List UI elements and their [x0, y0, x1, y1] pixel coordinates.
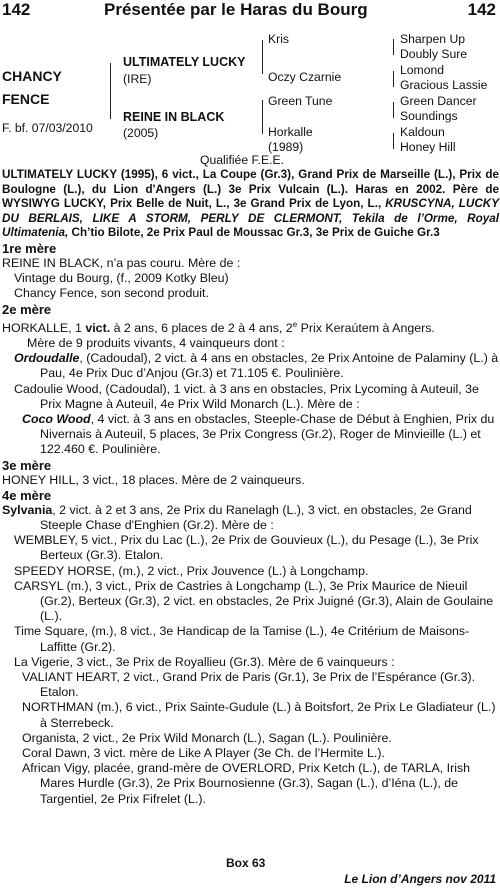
dam-dam: Horkalle [268, 125, 313, 139]
sire-name: ULTIMATELY LUCKY [123, 55, 246, 69]
second-dam-line: HORKALLE, 1 vict. à 2 ans, 6 places de 2 à 4 ans, 2e Prix Keraútem à Angers. [2, 319, 435, 335]
produce-vintage: Vintage du Bourg, (f., 2009 Kotky Bleu) [14, 271, 229, 286]
produce-northman: NORTHMAN (m.), 6 vict., Prix Sainte-Gudule (L.) à Boitsfort, 2e Prix Le Gladiateur (L.) à Sterrebeck. [22, 700, 496, 730]
produce-african-vigy: African Vigy, placée, grand-mère de OVERLORD, Prix Ketch (L.), de TARLA, Irish Mares Hurdle (Gr.3), 2e Prix Bournosienne (Gr.3), Sagan (L.), d’Iéna (L.), de Targentiel, 2e Prix Fifrelet (L.). [22, 761, 471, 806]
box-number: Box 63 [226, 856, 266, 870]
gp-sire-sire: Sharpen Up [400, 32, 466, 46]
section-first-dam: 1re mère [2, 240, 57, 256]
produce-time-square: Time Square, (m.), 8 vict., 3e Handicap de la Tamise (L.), 4e Critérium de Maisons-Laffitte (Gr.2). [14, 624, 470, 654]
lot-number-left: 142 [2, 0, 31, 19]
fourth-dam-line: Sylvania, 2 vict. à 2 et 3 ans, 2e Prix du Ranelagh (L.), 3 vict. en obstacles, 2e Grand Steeple Chase d'Enghien (Gr.2). Mère de : [2, 502, 472, 532]
event-name: Le Lion d’Angers nov 2011 [344, 872, 496, 886]
catalogue-body [2, 168, 499, 807]
gp-dam-sire: Lomond [400, 63, 445, 77]
produce-coral-dawn: Coral Dawn, 3 vict. mère de Like A Player (3e Ch. de l’Hermite L.). [22, 745, 385, 760]
page-title: Présentée par le Haras du Bourg [104, 0, 368, 19]
horse-birth: F. bf. 07/03/2010 [2, 121, 93, 135]
sire-paragraph: ULTIMATELY LUCKY (1995), 6 vict., La Coupe (Gr.3), Grand Prix de Marseille (L.), Prix de Boulogne (L.), du Lion d'Angers (L.) 3e Prix Vulcain (L.). Haras en 2002. Père de WYSIWYG LUCKY, Prix Belle de Nuit, L., 3e Grand Prix de Lyon, L., KRUSCYNA, LUCKY DU BERLAIS, LIKE A STORM, PERLY DE CLERMONT, Tekila de l’Orme, Royal Ultimatenia, Ch’tio Bilote, 2e Prix Paul de Moussac Gr.3, 3e Prix de Guiche Gr.3 [2, 168, 500, 240]
produce-ordoudalle: Ordoudalle, (Cadoudal), 2 vict. à 4 ans en obstacles, 2e Prix Antoine de Palaminy (L.) à Pau, 4e Prix Duc d’Anjou (Gr.3) et 71.105 €. Poulinière. [14, 351, 499, 381]
produce-valiant-heart: VALIANT HEART, 2 vict., Grand Prix de Paris (Gr.1), 3e Prix de l’Espérance (Gr.3). Etalon. [22, 669, 476, 700]
gp-dsire-dam: Soundings [400, 109, 458, 123]
gp-dsire-sire: Green Dancer [400, 94, 477, 108]
section-second-dam: 2e mère [2, 301, 52, 317]
dam-dam-year: (1989) [268, 140, 304, 154]
produce-la-vigerie: La Vigerie, 3 vict., 3e Prix de Royallieu (Gr.3). Mère de 6 vainqueurs : [14, 654, 395, 669]
produce-wembley: WEMBLEY, 5 vict., Prix du Lac (L.), 2e Prix de Gouvieux (L.), du Pesage (L.), 3e Prix Berteux (Gr.3). Etalon. [14, 533, 479, 563]
produce-carsyl: CARSYL (m.), 3 vict., Prix de Castries à Longchamp (L.), 3e Prix Maurice de Nieuil (Gr.2), Berteux (Gr.3), 2 vict. en obstacles, 2e Prix Juigné (Gr.3), Alain de Goulaine (L.). [14, 578, 494, 624]
produce-cadoulie: Cadoulie Wood, (Cadoudal), 1 vict. à 3 ans en obstacles, Prix Lycoming à Auteuil, 3e Prix Magne à Auteuil, 4e Prix Wild Monarch (L.). Mère de : [14, 381, 479, 411]
sire-dam: Oczy Czarnie [268, 70, 342, 84]
section-fourth-dam: 4e mère [2, 487, 52, 503]
first-dam-line: REINE IN BLACK, n’a pas couru. Mère de : [2, 255, 241, 270]
section-third-dam: 3e mère [2, 457, 52, 473]
dam-year: (2005) [123, 126, 159, 140]
gp-ddam-dam: Honey Hill [400, 140, 456, 154]
gp-dam-dam: Gracious Lassie [400, 78, 488, 92]
horse-name-line1: CHANCY [2, 68, 62, 84]
lot-number-right: 142 [467, 0, 496, 19]
gp-ddam-sire: Kaldoun [400, 125, 445, 139]
sire-sire: Kris [268, 32, 289, 46]
produce-organista: Organista, 2 vict., 2e Prix Wild Monarch (L.), Sagan (L.). Poulinière. [22, 730, 392, 745]
dam-sire: Green Tune [268, 94, 333, 108]
produce-coco-wood: Coco Wood, 4 vict. à 3 ans en obstacles, Steeple-Chase de Début à Enghien, Prix du Nivernais à Auteuil, 5 places, 3e Prix Congress (Gr.2), Roger de Minvieille (L.) et 122.460 €. Poulinière. [22, 411, 495, 457]
qualification: Qualifiée F.E.E. [200, 153, 284, 167]
produce-speedy: SPEEDY HORSE, (m.), 2 vict., Prix Jouvence (L.) à Longchamp. [14, 563, 369, 578]
sire-country: (IRE) [123, 72, 152, 86]
dam-name: REINE IN BLACK [123, 110, 225, 124]
third-dam-line: HONEY HILL, 3 vict., 18 places. Mère de 2 vainqueurs. [2, 472, 305, 487]
produce-chancy: Chancy Fence, son second produit. [14, 286, 209, 301]
second-dam-produce: Mère de 9 produits vivants, 4 vainqueurs dont : [27, 335, 285, 350]
gp-sire-dam: Doubly Sure [400, 47, 468, 61]
horse-name-line2: FENCE [2, 91, 50, 107]
